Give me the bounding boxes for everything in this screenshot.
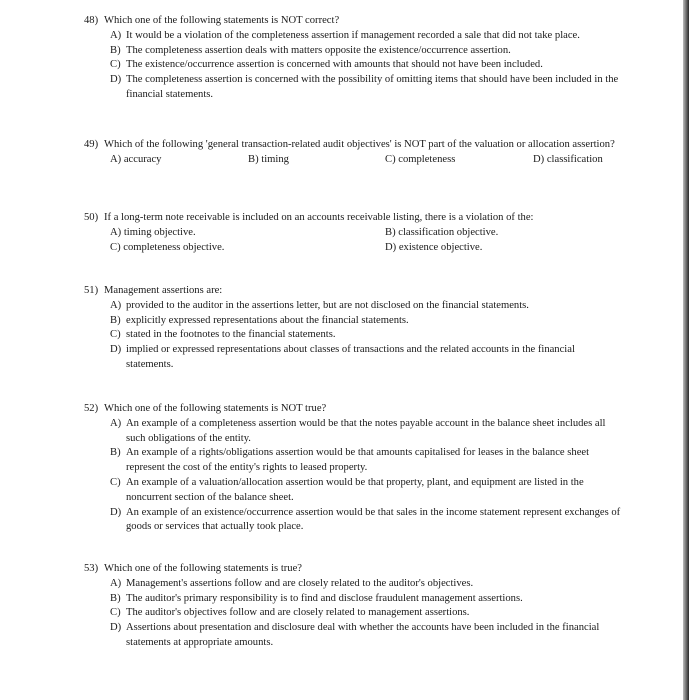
option-text: classification [546,153,603,165]
option-letter: C) [110,607,121,619]
question-stem: If a long-term note receivable is included on an accounts receivable listing, there is a violation of the: [104,212,534,223]
page-edge-shadow [683,0,689,700]
option-text: explicitly expressed representations about the financial statements. [126,314,409,326]
option-c [385,153,533,168]
option-text: The auditor's primary responsibility is to find and disclose fraudulent management assertions. [126,592,523,604]
option-b [248,153,385,168]
option-c [110,328,624,343]
option-b [110,44,624,59]
option-text: The completeness assertion is concerned with the possibility of omitting items that should have been included in the financial statements. [126,74,619,100]
option-text: accuracy [123,153,162,165]
option-letter: C) [385,153,396,165]
option-a [110,29,624,44]
option-letter: B) [110,447,121,459]
option-letter: A) [110,153,122,165]
option-text: provided to the auditor in the assertions letter, but are not disclosed on the financial statements. [126,299,529,311]
question-stem: Which of the following 'general transaction-related audit objectives' is NOT part of the valuation or allocation assertion? [104,139,615,150]
option-c [110,476,624,506]
option-letter: C) [110,59,121,71]
option-letter: A) [110,29,122,41]
question-stem: Which one of the following statements is true? [104,563,302,574]
option-letter: D) [385,241,397,253]
option-c [110,241,385,256]
option-text: Assertions about presentation and disclosure deal with whether the accounts have been included in the financial statements at appropriate amounts. [126,622,600,648]
question-stem: Which one of the following statements is NOT correct? [104,15,340,26]
question-48 [84,14,624,103]
option-text: An example of a rights/obligations assertion would be that amounts capitalised for leases in the balance sheet represent the cost of the entity's rights to leased property. [126,447,590,474]
option-text: stated in the footnotes to the financial statements. [126,329,336,341]
question-number: 48) [84,15,99,26]
option-letter: A) [110,417,122,429]
option-text: timing [261,153,289,165]
option-d [110,73,624,103]
question-53 [84,562,624,651]
option-text: The auditor's objectives follow and are closely related to management assertions. [126,607,470,619]
option-a [110,417,624,447]
option-letter: A) [110,226,122,238]
option-a [110,299,624,314]
option-letter: B) [385,226,396,238]
option-letter: C) [110,476,121,488]
option-letter: D) [110,344,122,356]
option-text: timing objective. [123,226,196,238]
option-letter: D) [110,622,122,634]
option-text: completeness [398,153,456,165]
option-b [110,314,624,329]
option-text: An example of a completeness assertion would be that the notes payable account in the balance sheet includes all such obligations of the entity. [126,417,606,444]
option-c [110,58,624,73]
option-text: completeness objective. [123,241,225,253]
option-d [110,621,624,651]
question-52 [84,402,624,535]
option-d [110,506,624,536]
option-a [110,226,385,241]
option-text: It would be a violation of the completeness assertion if management recorded a sale that did not take place. [126,29,580,41]
option-text: The completeness assertion deals with matters opposite the existence/occurrence assertion. [126,44,511,56]
option-b [110,592,624,607]
question-number: 53) [84,563,99,574]
question-stem: Which one of the following statements is NOT true? [104,403,327,414]
option-letter: C) [110,329,121,341]
option-text: classification objective. [398,226,499,238]
option-text: The existence/occurrence assertion is concerned with amounts that should not have been included. [126,59,543,71]
option-text: An example of a valuation/allocation assertion would be that property, plant, and equipment are listed in the noncurrent section of the balance sheet. [126,476,584,503]
option-text: An example of an existence/occurrence assertion would be that sales in the income statement represent exchanges of goods or services that actually took place. [126,506,621,533]
option-b [385,226,498,241]
question-number: 49) [84,139,99,150]
question-stem: Management assertions are: [104,285,223,296]
option-letter: B) [110,44,121,56]
option-letter: A) [110,299,122,311]
question-number: 52) [84,403,99,414]
option-text: existence objective. [398,241,483,253]
option-a [110,577,624,592]
option-letter: A) [110,577,122,589]
option-d [533,153,603,168]
option-c [110,606,624,621]
option-letter: B) [110,314,121,326]
option-letter: D) [110,74,122,86]
option-d [385,241,482,256]
option-a [110,153,248,168]
option-letter: C) [110,241,121,253]
option-d [110,343,624,373]
option-letter: B) [248,153,259,165]
question-number: 51) [84,285,99,296]
question-50 [84,211,624,255]
option-letter: B) [110,592,121,604]
question-51 [84,284,624,373]
option-letter: D) [533,153,545,165]
question-number: 50) [84,212,99,223]
option-text: implied or expressed representations about classes of transactions and the related accounts in the financial statements. [126,344,575,370]
option-b [110,446,624,476]
option-text: Management's assertions follow and are closely related to the auditor's objectives. [126,577,474,589]
question-49 [84,138,624,168]
option-letter: D) [110,506,122,518]
